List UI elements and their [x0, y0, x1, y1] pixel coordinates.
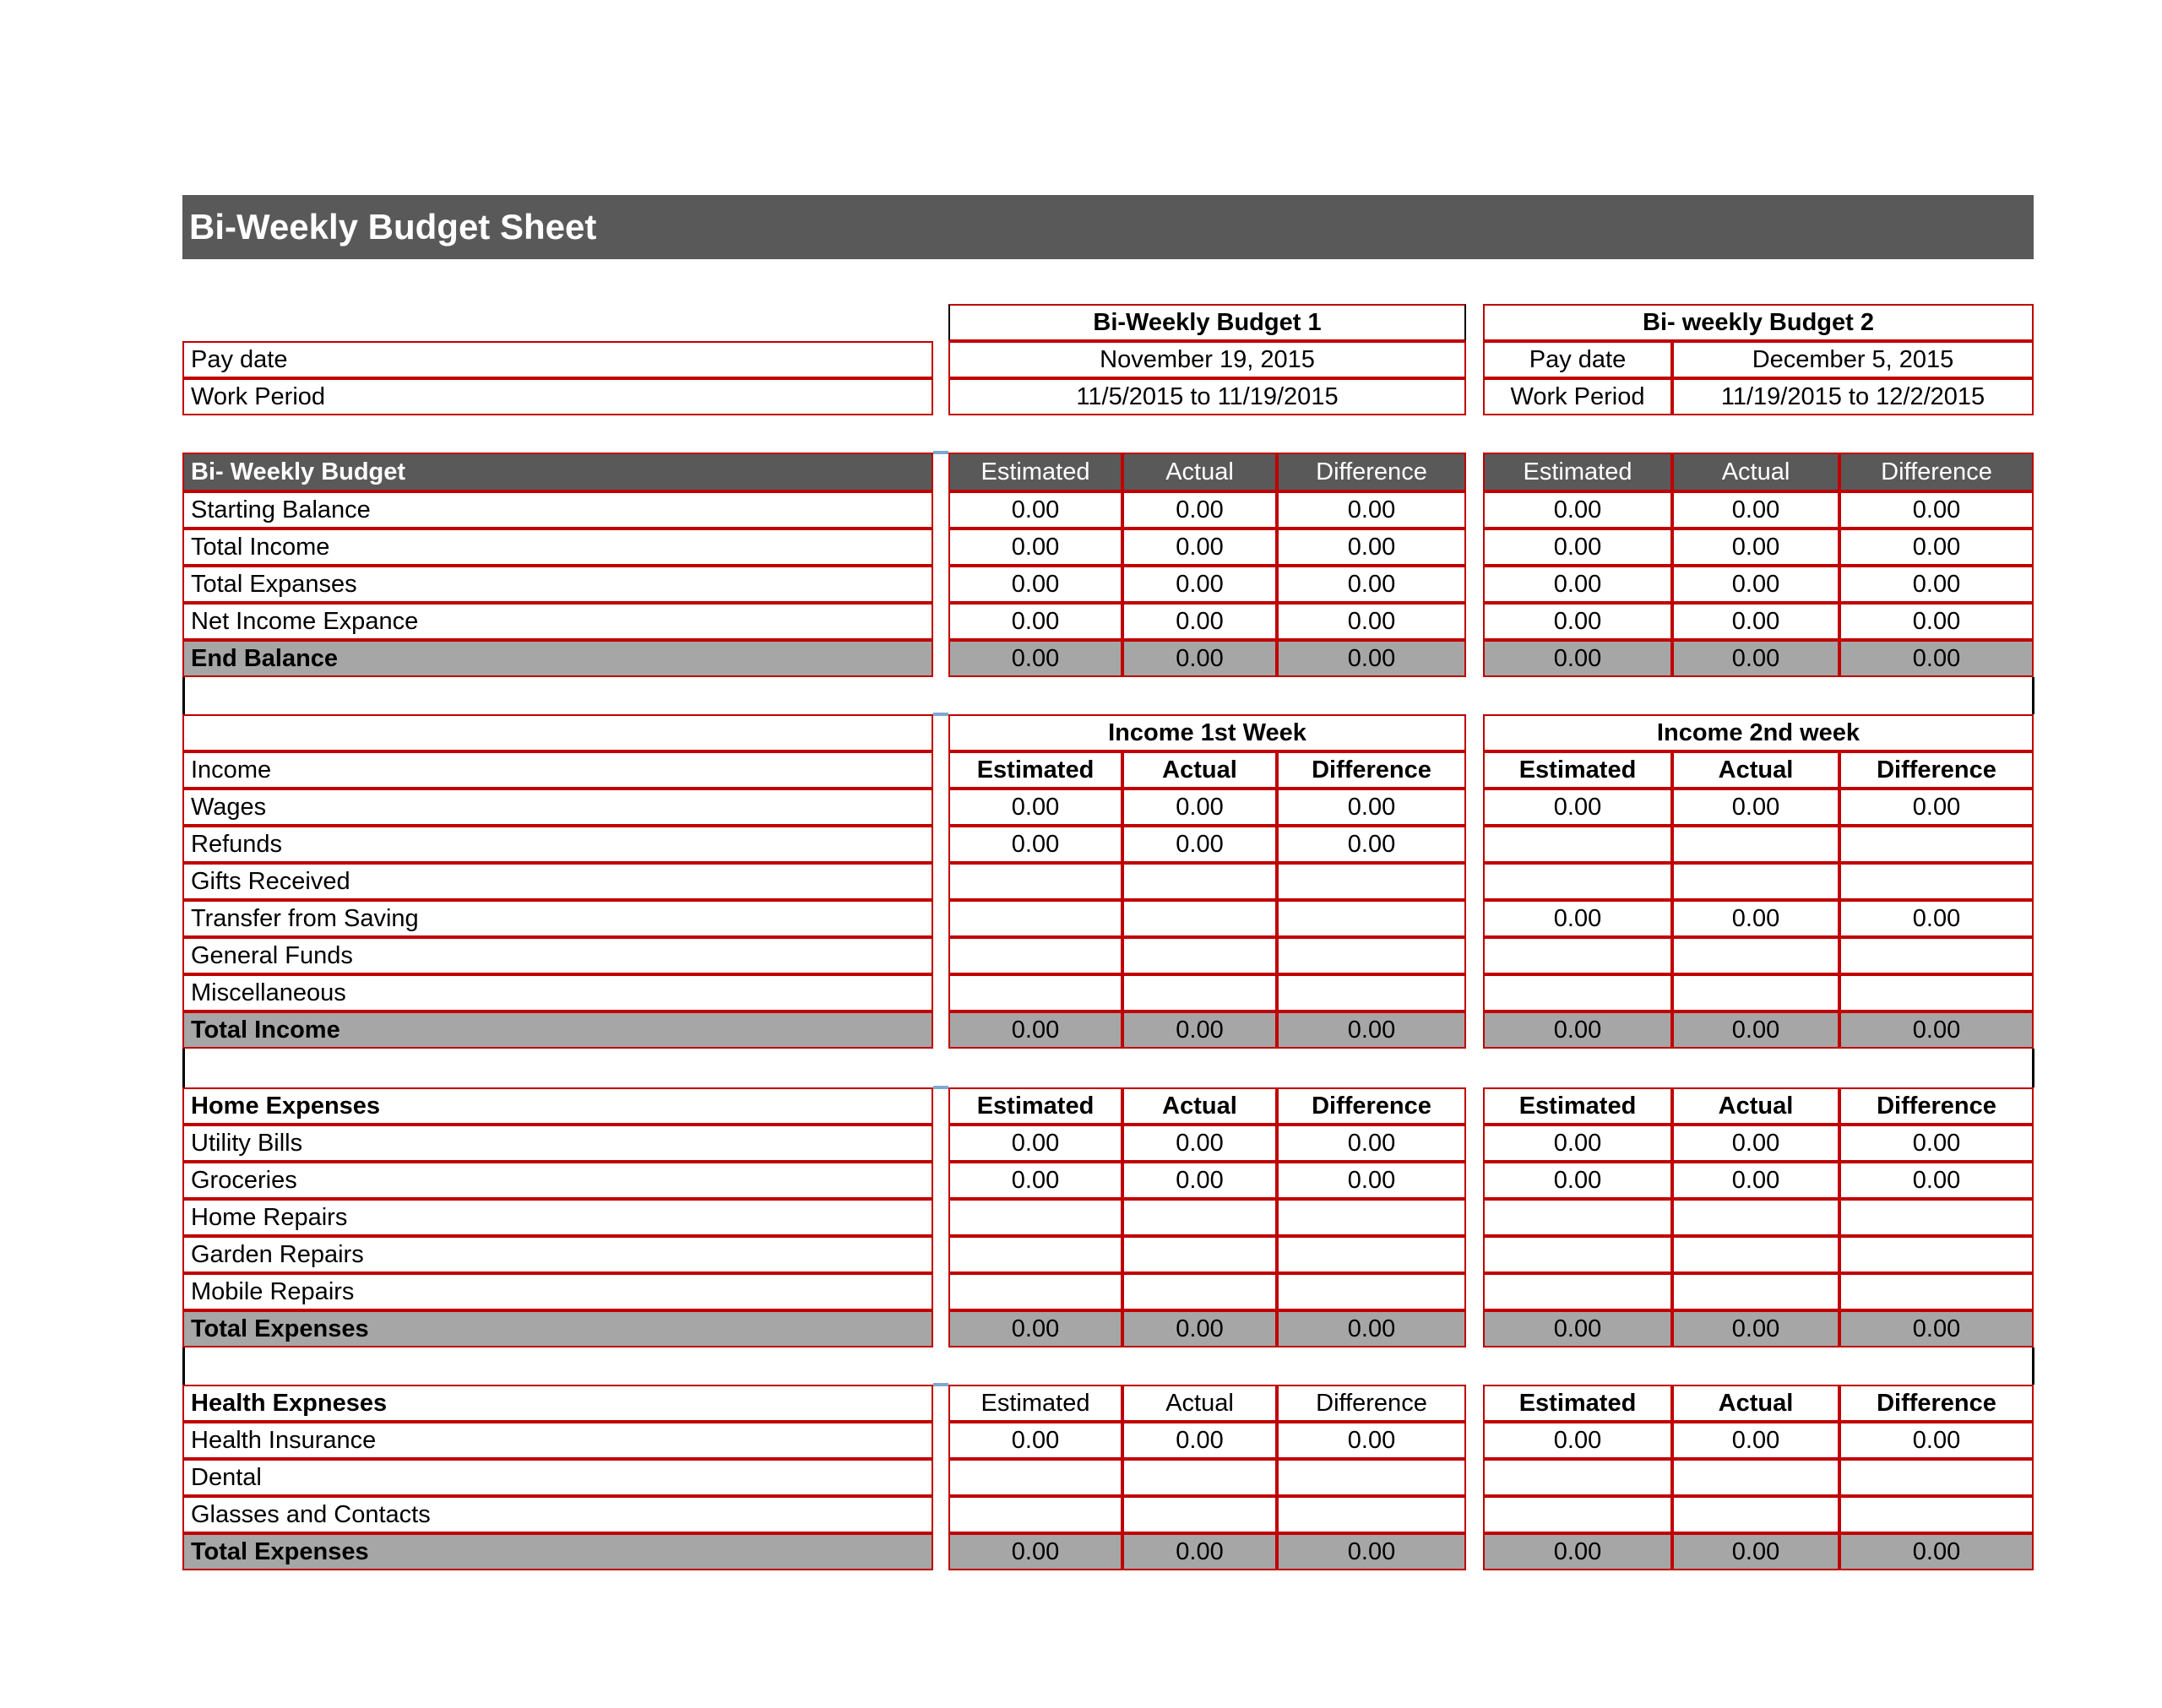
income-row-label: Miscellaneous — [182, 974, 933, 1011]
income-title-blank — [182, 714, 933, 751]
column-resize-handle[interactable] — [933, 713, 948, 716]
health-cell[interactable] — [1839, 1459, 2034, 1496]
income-cell[interactable]: 0.00 — [1122, 826, 1277, 863]
health-cell[interactable] — [948, 1459, 1122, 1496]
home-cell[interactable] — [1672, 1236, 1839, 1273]
income-cell[interactable] — [1122, 974, 1277, 1011]
home-total-label: Total Expenses — [182, 1310, 933, 1347]
home-b1-estimated-header: Estimated — [948, 1087, 1122, 1125]
health-total-cell: 0.00 — [1483, 1533, 1672, 1570]
home-cell[interactable]: 0.00 — [1277, 1125, 1466, 1162]
gap-column — [932, 1385, 950, 1570]
income-cell[interactable] — [1672, 974, 1839, 1011]
home-b2-actual-header: Actual — [1672, 1087, 1839, 1125]
spacer-border — [182, 1347, 185, 1385]
spacer-border — [182, 1049, 185, 1087]
income-header-label: Income — [182, 751, 933, 789]
sheet-title: Bi-Weekly Budget Sheet — [182, 195, 2034, 259]
health-row-label: Health Insurance — [182, 1422, 933, 1459]
income-cell[interactable] — [1483, 863, 1672, 900]
total-income-cell: 0.00 — [1277, 1011, 1466, 1049]
health-cell[interactable] — [1122, 1496, 1277, 1533]
summary-row-label: Net Income Expance — [182, 603, 933, 640]
total-income-cell: 0.00 — [1122, 1011, 1277, 1049]
income-row-label: Refunds — [182, 826, 933, 863]
summary-cell[interactable]: 0.00 — [1839, 603, 2034, 640]
health-b1-estimated-header: Estimated — [948, 1385, 1122, 1422]
home-cell[interactable] — [948, 1199, 1122, 1236]
home-cell[interactable] — [1839, 1273, 2034, 1310]
income-cell[interactable] — [1839, 974, 2034, 1011]
summary-row-label: Starting Balance — [182, 491, 933, 529]
total-income-cell: 0.00 — [1483, 1011, 1672, 1049]
summary-cell[interactable]: 0.00 — [1277, 529, 1466, 566]
income-b2-difference-header: Difference — [1839, 751, 2034, 789]
health-b1-difference-header: Difference — [1277, 1385, 1466, 1422]
income-cell[interactable] — [1672, 937, 1839, 974]
income-cell[interactable]: 0.00 — [1483, 900, 1672, 937]
health-cell[interactable]: 0.00 — [1839, 1422, 2034, 1459]
column-resize-handle[interactable] — [933, 1086, 948, 1089]
income-cell[interactable] — [1839, 863, 2034, 900]
summary-cell[interactable]: 0.00 — [1839, 491, 2034, 529]
home-cell[interactable]: 0.00 — [1277, 1162, 1466, 1199]
home-cell[interactable] — [1122, 1199, 1277, 1236]
summary-title: Bi- Weekly Budget — [182, 453, 933, 491]
home-cell[interactable] — [1672, 1199, 1839, 1236]
health-cell[interactable] — [948, 1496, 1122, 1533]
income-cell[interactable] — [1483, 974, 1672, 1011]
health-cell[interactable] — [1277, 1496, 1466, 1533]
summary-cell[interactable]: 0.00 — [1122, 529, 1277, 566]
income-cell[interactable] — [1122, 863, 1277, 900]
home-cell[interactable]: 0.00 — [1122, 1162, 1277, 1199]
home-cell[interactable]: 0.00 — [1839, 1125, 2034, 1162]
income-cell[interactable] — [948, 974, 1122, 1011]
home-cell[interactable] — [1277, 1273, 1466, 1310]
home-cell[interactable] — [1277, 1199, 1466, 1236]
health-expenses-title: Health Expneses — [182, 1385, 933, 1422]
gap-column — [932, 714, 950, 1049]
budget1-work-period[interactable]: 11/5/2015 to 11/19/2015 — [948, 378, 1466, 415]
income-b2-estimated-header: Estimated — [1483, 751, 1672, 789]
home-total-cell: 0.00 — [1839, 1310, 2034, 1347]
spacer-border — [182, 677, 185, 714]
income-cell[interactable]: 0.00 — [948, 826, 1122, 863]
income-cell[interactable] — [948, 900, 1122, 937]
home-cell[interactable] — [1839, 1236, 2034, 1273]
summary-cell[interactable]: 0.00 — [1839, 566, 2034, 603]
health-b2-estimated-header: Estimated — [1483, 1385, 1672, 1422]
home-cell[interactable] — [1122, 1273, 1277, 1310]
summary-cell[interactable]: 0.00 — [1839, 529, 2034, 566]
summary-cell[interactable]: 0.00 — [1483, 566, 1672, 603]
home-cell[interactable]: 0.00 — [1672, 1125, 1839, 1162]
income-cell[interactable] — [948, 937, 1122, 974]
home-b1-actual-header: Actual — [1122, 1087, 1277, 1125]
spacer-border — [2032, 1049, 2034, 1087]
home-cell[interactable] — [948, 1236, 1122, 1273]
budget2-work-period-label: Work Period — [1483, 378, 1672, 415]
total-income-label: Total Income — [182, 1011, 933, 1049]
home-cell[interactable]: 0.00 — [1483, 1125, 1672, 1162]
end-balance-label: End Balance — [182, 640, 933, 677]
health-cell[interactable] — [1277, 1459, 1466, 1496]
income-b1-actual-header: Actual — [1122, 751, 1277, 789]
budget2-pay-date-label: Pay date — [1483, 341, 1672, 378]
end-balance-cell: 0.00 — [1672, 640, 1839, 677]
income-cell[interactable] — [1839, 937, 2034, 974]
health-cell[interactable] — [1483, 1496, 1672, 1533]
health-row-label: Dental — [182, 1459, 933, 1496]
income-b1-difference-header: Difference — [1277, 751, 1466, 789]
summary-cell[interactable]: 0.00 — [1277, 566, 1466, 603]
summary-cell[interactable]: 0.00 — [948, 603, 1122, 640]
income-cell[interactable] — [1672, 863, 1839, 900]
end-balance-cell: 0.00 — [1122, 640, 1277, 677]
summary-cell[interactable]: 0.00 — [948, 529, 1122, 566]
health-cell[interactable]: 0.00 — [1672, 1422, 1839, 1459]
health-total-cell: 0.00 — [1122, 1533, 1277, 1570]
health-total-cell: 0.00 — [1839, 1533, 2034, 1570]
home-cell[interactable] — [1483, 1236, 1672, 1273]
home-total-cell: 0.00 — [1277, 1310, 1466, 1347]
summary-b2-estimated-header: Estimated — [1483, 453, 1672, 491]
income-week1-title: Income 1st Week — [948, 714, 1466, 751]
total-income-cell: 0.00 — [1672, 1011, 1839, 1049]
home-cell[interactable] — [1839, 1199, 2034, 1236]
home-cell[interactable]: 0.00 — [1839, 1162, 2034, 1199]
income-b2-actual-header: Actual — [1672, 751, 1839, 789]
home-total-cell: 0.00 — [1483, 1310, 1672, 1347]
income-cell[interactable] — [1122, 900, 1277, 937]
health-total-label: Total Expenses — [182, 1533, 933, 1570]
budget2-title: Bi- weekly Budget 2 — [1483, 304, 2034, 341]
summary-b2-difference-header: Difference — [1839, 453, 2034, 491]
income-cell[interactable] — [1672, 826, 1839, 863]
summary-cell[interactable]: 0.00 — [1483, 529, 1672, 566]
home-cell[interactable] — [1483, 1199, 1672, 1236]
end-balance-cell: 0.00 — [1277, 640, 1466, 677]
income-cell[interactable]: 0.00 — [1839, 900, 2034, 937]
income-cell[interactable] — [1483, 826, 1672, 863]
income-cell[interactable] — [1839, 826, 2034, 863]
income-cell[interactable]: 0.00 — [1277, 789, 1466, 826]
spacer-border — [2032, 677, 2034, 714]
health-cell[interactable]: 0.00 — [1277, 1422, 1466, 1459]
home-total-cell: 0.00 — [1122, 1310, 1277, 1347]
income-cell[interactable]: 0.00 — [1839, 789, 2034, 826]
home-cell[interactable] — [948, 1273, 1122, 1310]
health-b2-difference-header: Difference — [1839, 1385, 2034, 1422]
health-cell[interactable]: 0.00 — [1483, 1422, 1672, 1459]
work-period-label: Work Period — [182, 378, 933, 415]
column-resize-handle[interactable] — [933, 451, 948, 454]
income-cell[interactable]: 0.00 — [1672, 789, 1839, 826]
summary-cell[interactable]: 0.00 — [1672, 566, 1839, 603]
health-cell[interactable]: 0.00 — [1122, 1422, 1277, 1459]
end-balance-cell: 0.00 — [1483, 640, 1672, 677]
home-cell[interactable]: 0.00 — [948, 1125, 1122, 1162]
summary-cell[interactable]: 0.00 — [1672, 491, 1839, 529]
total-income-cell: 0.00 — [948, 1011, 1122, 1049]
income-row-label: Gifts Received — [182, 863, 933, 900]
home-cell[interactable]: 0.00 — [948, 1162, 1122, 1199]
income-cell[interactable]: 0.00 — [948, 789, 1122, 826]
home-cell[interactable] — [1483, 1273, 1672, 1310]
income-cell[interactable]: 0.00 — [1672, 900, 1839, 937]
health-b1-actual-header: Actual — [1122, 1385, 1277, 1422]
summary-row-label: Total Expanses — [182, 566, 933, 603]
summary-b1-difference-header: Difference — [1277, 453, 1466, 491]
income-b1-estimated-header: Estimated — [948, 751, 1122, 789]
health-total-cell: 0.00 — [1672, 1533, 1839, 1570]
spacer-border — [2032, 1347, 2034, 1385]
home-cell[interactable]: 0.00 — [1122, 1125, 1277, 1162]
income-cell[interactable] — [1277, 937, 1466, 974]
home-row-label: Garden Repairs — [182, 1236, 933, 1273]
income-cell[interactable]: 0.00 — [1277, 826, 1466, 863]
summary-cell[interactable]: 0.00 — [948, 566, 1122, 603]
income-cell[interactable] — [1483, 937, 1672, 974]
health-cell[interactable] — [1672, 1496, 1839, 1533]
summary-cell[interactable]: 0.00 — [1277, 491, 1466, 529]
end-balance-cell: 0.00 — [1839, 640, 2034, 677]
home-cell[interactable] — [1672, 1273, 1839, 1310]
summary-cell[interactable]: 0.00 — [1483, 603, 1672, 640]
home-total-cell: 0.00 — [1672, 1310, 1839, 1347]
health-cell[interactable] — [1672, 1459, 1839, 1496]
health-total-cell: 0.00 — [1277, 1533, 1466, 1570]
pay-date-label: Pay date — [182, 341, 933, 378]
income-cell[interactable] — [1122, 937, 1277, 974]
budget1-pay-date[interactable]: November 19, 2015 — [948, 341, 1466, 378]
summary-cell[interactable]: 0.00 — [1277, 603, 1466, 640]
summary-cell[interactable]: 0.00 — [1672, 603, 1839, 640]
home-row-label: Groceries — [182, 1162, 933, 1199]
income-cell[interactable] — [1277, 974, 1466, 1011]
gap-column — [932, 453, 950, 675]
home-b2-estimated-header: Estimated — [1483, 1087, 1672, 1125]
income-cell[interactable] — [948, 863, 1122, 900]
summary-cell[interactable]: 0.00 — [1122, 491, 1277, 529]
summary-row-label: Total Income — [182, 529, 933, 566]
summary-cell[interactable]: 0.00 — [1483, 491, 1672, 529]
column-resize-handle[interactable] — [933, 1383, 948, 1386]
summary-b2-actual-header: Actual — [1672, 453, 1839, 491]
income-row-label: Wages — [182, 789, 933, 826]
health-row-label: Glasses and Contacts — [182, 1496, 933, 1533]
total-income-cell: 0.00 — [1839, 1011, 2034, 1049]
health-cell[interactable] — [1122, 1459, 1277, 1496]
summary-b1-actual-header: Actual — [1122, 453, 1277, 491]
summary-b1-estimated-header: Estimated — [948, 453, 1122, 491]
home-total-cell: 0.00 — [948, 1310, 1122, 1347]
income-week2-title: Income 2nd week — [1483, 714, 2034, 751]
summary-cell[interactable]: 0.00 — [1672, 529, 1839, 566]
end-balance-cell: 0.00 — [948, 640, 1122, 677]
summary-cell[interactable]: 0.00 — [1122, 603, 1277, 640]
home-cell[interactable] — [1277, 1236, 1466, 1273]
home-row-label: Home Repairs — [182, 1199, 933, 1236]
summary-cell[interactable]: 0.00 — [948, 491, 1122, 529]
health-cell[interactable] — [1483, 1459, 1672, 1496]
health-cell[interactable] — [1839, 1496, 2034, 1533]
home-row-label: Mobile Repairs — [182, 1273, 933, 1310]
budget1-title: Bi-Weekly Budget 1 — [948, 304, 1466, 341]
income-cell[interactable] — [1277, 863, 1466, 900]
income-cell[interactable]: 0.00 — [1483, 789, 1672, 826]
home-cell[interactable]: 0.00 — [1483, 1162, 1672, 1199]
home-cell[interactable] — [1122, 1236, 1277, 1273]
home-cell[interactable]: 0.00 — [1672, 1162, 1839, 1199]
health-b2-actual-header: Actual — [1672, 1385, 1839, 1422]
home-expenses-title: Home Expenses — [182, 1087, 933, 1125]
income-row-label: General Funds — [182, 937, 933, 974]
health-cell[interactable]: 0.00 — [948, 1422, 1122, 1459]
income-cell[interactable]: 0.00 — [1122, 789, 1277, 826]
income-row-label: Transfer from Saving — [182, 900, 933, 937]
income-cell[interactable] — [1277, 900, 1466, 937]
budget2-work-period[interactable]: 11/19/2015 to 12/2/2015 — [1672, 378, 2034, 415]
home-row-label: Utility Bills — [182, 1125, 933, 1162]
home-b2-difference-header: Difference — [1839, 1087, 2034, 1125]
summary-cell[interactable]: 0.00 — [1122, 566, 1277, 603]
health-total-cell: 0.00 — [948, 1533, 1122, 1570]
gap-column — [932, 1087, 950, 1347]
budget2-pay-date[interactable]: December 5, 2015 — [1672, 341, 2034, 378]
home-b1-difference-header: Difference — [1277, 1087, 1466, 1125]
